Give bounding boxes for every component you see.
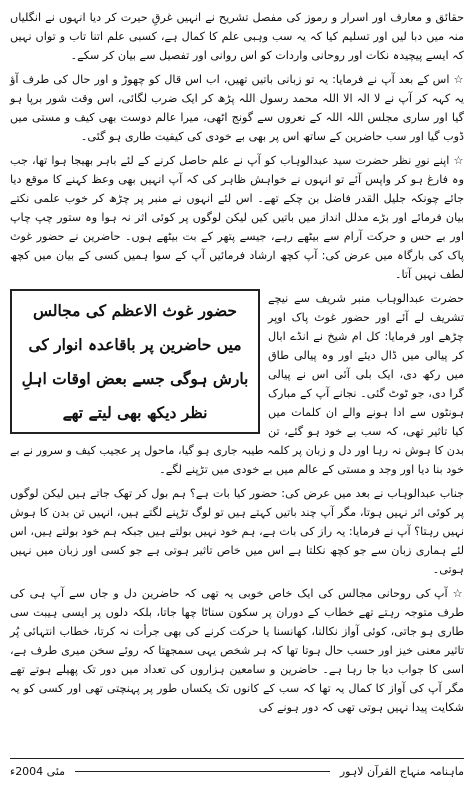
footer-rule xyxy=(75,771,330,772)
article-paragraph xyxy=(10,151,464,284)
footer-magazine: ماہنامہ منہاج القرآن لاہور xyxy=(339,764,464,778)
article-paragraph: حضرت عبدالوہاب منبر شریف سے نیچے تشریف لے آئے اور حضور غوث پاک اوپر چڑھے اور فرمایا: کل ام شیخ نے انڈے ابال کر پیالی میں ڈال دیئے اور وہ پیالی طاق میں رکھ دی، ایک بلی آئی اس نے پیالی گرا دی، جو ٹوٹ گئی۔ نجانے آپ کے مبارک ہونٹوں سے ادا ہونے والے ان کلمات میں کیا تاثیر تھی، کہ سب بے خود ہو گئے، تن بدن کا ہوش نہ رہا اور دل و زبان پر کلمہ طیبہ جاری ہو گیا، ماحول پر عجیب کیف و سرور نے بے خود بنا دیا اور وجد و مستی کے عالم میں بے خودی میں تڑپنے لگے۔ xyxy=(10,292,464,476)
paragraph-text: اپنے نورِ نظر حضرت سید عبدالوہاب کو آپ نے علم حاصل کرنے کے لئے باہر بھیجا ہوا تھا، جب وہ فارغ ہو کر واپس آئے تو انہوں نے خواہش ظاہر کی کہ آپ انہیں بھی وعظ کہنے کا موقع دیا جائے چونکہ جلیل القدر فاضل بن چکے تھے۔ اس لئے انہوں نے منبر پر چڑھ کر خوب علمی نکتے بیان فرمائے اور بڑے مدلل انداز میں باتیں کیں لیکن لوگوں پر کوئی اثر نہ ہوا وہ ستور چپ چاپ اور بے حس و حرکت آرام سے بیٹھے رہے، جیسے پتھر کے بت بیٹھے ہوں۔ حاضرین نے حضور غوث پاک کی بارگاہ میں عرض کی: آپ کچھ ارشاد فرمائیں آپ کے سوا ہمیں کسی کے بیان میں کچھ لطف نہیں آتا۔ xyxy=(10,154,464,281)
star-icon: ☆ xyxy=(453,73,464,86)
paragraph-text: آپ کی روحانی مجالس کی ایک خاص خوبی یہ تھی کہ حاضرین دل و جاں سے آپ ہی کی طرف متوجہ رہتے تھے خطاب کے دوران پر سکون سناٹا چھا جاتا، بلکہ دلوں پر ایسی ہیبت سی طاری ہو جاتی، کوئی آواز نکالنا، کھانسنا یا حرکت کرنے کی بھی جرأت نہ کرتا، خطاب انتہائی پُر تاثیر معنی خیز اور حسب حال ہوتا تھا کہ ہر شخص یہی سمجھتا کہ روئے سخن میری طرف ہے، اسی کا جواب دیا جا رہا ہے۔ حاضرین و سامعین ہزاروں کی تعداد میں دور تک پھیلے ہوتے تھے مگر آپ کی آواز کا کمال یہ تھا کہ سب کے کانوں تک یکساں طور پر پہنچتی تھی اور کسی کو یہ شکایت پیدا نہیں ہوتی تھی کہ دور ہونے کی xyxy=(10,587,464,714)
star-icon: ☆ xyxy=(452,587,464,600)
paragraph-text: اس کے بعد آپ نے فرمایا: یہ تو زبانی باتیں تھیں، اب اس قال کو چھوڑ و اور حال کی طرف آؤ یہ کہہ کر آپ نے لا الہ الا اللہ محمد رسول اللہ پڑھ کر ایک ضرب لگائی، اس وقت شور برپا ہو گیا اور ساری مجلس اللہ اللہ کے نعروں سے گونج اٹھی، میرا عالم دوست بھی کیف و مستی میں ڈوب گیا اور سب حاضرین کے ساتھ اس پر بھی بے خودی کی کیفیت طاری ہو گئی۔ xyxy=(10,73,464,143)
article-paragraph: حقائق و معارف اور اسرار و رموز کی مفصل تشریح نے انہیں غرقِ حیرت کر دیا انہوں نے انگلیاں منہ میں دبا لیں اور تسلیم کیا کہ یہ سب وہبی علم کا کمال ہے، کسبی علم اتنا تاب و تواں نہیں کہ ایسے پیچیدہ نکات اور روحانی واردات کو اس روانی اور تفصیل سے بیان کر سکے۔ xyxy=(10,11,464,62)
page-footer xyxy=(10,758,464,783)
article-paragraph xyxy=(10,584,464,717)
star-icon: ☆ xyxy=(453,154,465,167)
article-paragraph: جناب عبدالوہاب نے بعد میں عرض کی: حضور کیا بات ہے؟ ہم بول کر تھک جاتے ہیں لیکن لوگوں پر کوئی اثر نہیں ہوتا، مگر آپ چند باتیں کہتے ہیں تو لوگ تڑپنے لگتے ہیں، انہیں تن بدن کا ہوش نہیں رہتا؟ آپ نے فرمایا: یہ راز کی بات ہے، ہم خود نہیں بولتے ہیں جبکہ ہم خود بولتے ہیں، اس لئے ہماری زبان سے جو کچھ نکلتا ہے اس میں خاص تاثیر ہوتی ہے جو کسی اور زبان میں نہیں ہوتی۔ xyxy=(10,487,464,576)
article-paragraph xyxy=(10,70,464,146)
pull-quote: حضور غوث الاعظم کی مجالس میں حاضرین پر باقاعدہ انوار کی بارش ہوگی جسے بعض اوقات اہلِ نظر دیکھ بھی لیتے تھے xyxy=(10,289,260,434)
article-page xyxy=(10,8,464,783)
quote-wrap-area xyxy=(10,289,464,479)
footer-date: مئی 2004ء xyxy=(10,764,66,778)
